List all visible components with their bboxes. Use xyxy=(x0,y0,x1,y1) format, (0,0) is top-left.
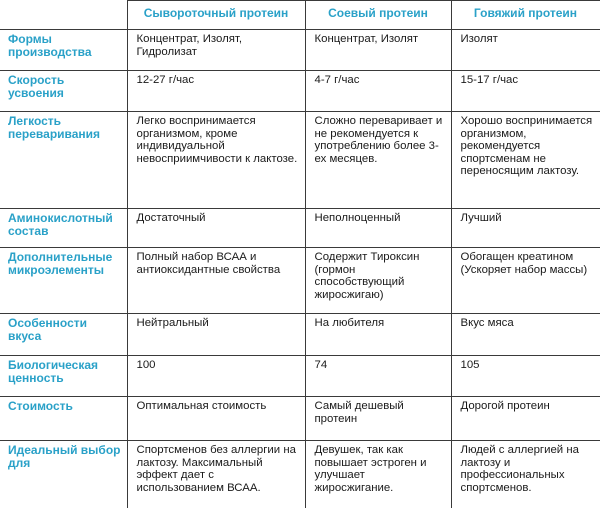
cell-soy: На любителя xyxy=(305,314,451,356)
column-header-beef: Говяжий протеин xyxy=(451,1,600,30)
corner-cell xyxy=(0,1,127,30)
table-row xyxy=(0,112,600,209)
cell-beef: 15-17 г/час xyxy=(451,71,600,112)
cell-whey: Нейтральный xyxy=(127,314,305,356)
cell-whey: Спортсменов без аллергии на лактозу. Максимальный эффект дает с использованием ВСАА. xyxy=(127,441,305,508)
table-row xyxy=(0,356,600,397)
row-label: Скорость усвоения xyxy=(0,71,127,112)
table-row xyxy=(0,209,600,248)
column-header-soy: Соевый протеин xyxy=(305,1,451,30)
cell-whey: Оптимальная стоимость xyxy=(127,397,305,441)
header-row xyxy=(0,1,600,30)
cell-soy: Неполноценный xyxy=(305,209,451,248)
row-label: Дополнительные микроэлементы xyxy=(0,248,127,314)
cell-soy: Сложно переваривает и не рекомендуется к употреблению более 3-ех месяцев. xyxy=(305,112,451,209)
table-row xyxy=(0,248,600,314)
table-row xyxy=(0,314,600,356)
cell-beef: Изолят xyxy=(451,30,600,71)
cell-soy: Самый дешевый протеин xyxy=(305,397,451,441)
cell-whey: 12-27 г/час xyxy=(127,71,305,112)
cell-whey: 100 xyxy=(127,356,305,397)
cell-soy: Концентрат, Изолят xyxy=(305,30,451,71)
table-row xyxy=(0,441,600,508)
row-label: Особенности вкуса xyxy=(0,314,127,356)
row-label: Легкость переваривания xyxy=(0,112,127,209)
cell-whey: Концентрат, Изолят, Гидролизат xyxy=(127,30,305,71)
row-label: Биологическая ценность xyxy=(0,356,127,397)
column-header-whey: Сывороточный протеин xyxy=(127,1,305,30)
cell-beef: Людей с аллергией на лактозу и профессиональных спортсменов. xyxy=(451,441,600,508)
cell-beef: Хорошо воспринимается организмом, рекомендуется спортсменам не переносящим лактозу. xyxy=(451,112,600,209)
cell-soy: Девушек, так как повышает эстроген и улучшает жиросжигание. xyxy=(305,441,451,508)
cell-beef: Лучший xyxy=(451,209,600,248)
cell-whey: Достаточный xyxy=(127,209,305,248)
cell-beef: Дорогой протеин xyxy=(451,397,600,441)
cell-soy: 4-7 г/час xyxy=(305,71,451,112)
row-label: Аминокислотный состав xyxy=(0,209,127,248)
row-label: Стоимость xyxy=(0,397,127,441)
row-label: Формы производства xyxy=(0,30,127,71)
table-row xyxy=(0,30,600,71)
cell-beef: Вкус мяса xyxy=(451,314,600,356)
cell-beef: Обогащен креатином (Ускоряет набор массы) xyxy=(451,248,600,314)
cell-whey: Полный набор ВСАА и антиоксидантные свойства xyxy=(127,248,305,314)
cell-whey: Легко воспринимается организмом, кроме индивидуальной невосприимчивости к лактозе. xyxy=(127,112,305,209)
cell-soy: Содержит Тироксин (гормон способствующий жиросжигаю) xyxy=(305,248,451,314)
row-label: Идеальный выбор для xyxy=(0,441,127,508)
cell-soy: 74 xyxy=(305,356,451,397)
table-row xyxy=(0,397,600,441)
table-row xyxy=(0,71,600,112)
cell-beef: 105 xyxy=(451,356,600,397)
